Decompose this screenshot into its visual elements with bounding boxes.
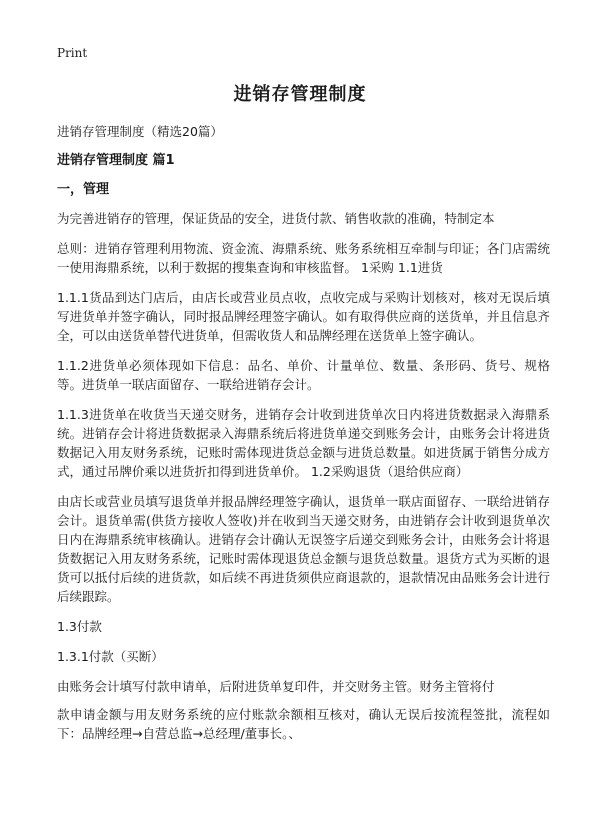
document-body — [57, 122, 550, 754]
paragraph: 由店长或营业员填写退货单并报品牌经理签字确认，退货单一联店面留存、一联给进销存会计。退货单需(供货方接收人签收)并在收到当天递交财务，由进销存会计收到退货单次日内在海鼎系统审核确认。进销存会计确认无误签字后递交到账务会计，由账务会计将退货数据记入用友财务系统，记账时需体现退货总金额与退货总数量。退货方式为买断的退货可以抵付后续的进货款，如后续不再进货须供应商退款的，退款情况由品账务会计进行后续跟踪。 — [57, 494, 550, 604]
section-heading: 一，管理 — [57, 182, 110, 197]
paragraph: 总则：进销存管理利用物流、资金流、海鼎系统、账务系统相互牵制与印证；各门店需统一使用海鼎系统，以利于数据的搜集查询和审核监督。 1采购 1.1进货 — [57, 241, 550, 275]
paragraph: 1.1.3进货单在收货当天递交财务，进销存会计收到进货单次日内将进货数据录入海鼎系统。进销存会计将进货数据录入海鼎系统后将进货单递交到账务会计，由账务会计将进货数据记入用友财务系统，记账时需体现进货总金额与进货总数量。如进货属于销售分成方式，通过吊牌价乘以进货折扣得到进货单价。 1.2采购退货（退给供应商） — [57, 407, 550, 479]
paragraph: 为完善进销存的管理，保证货品的安全，进货付款、销售收款的准确，特制定本 — [57, 211, 495, 226]
paragraph: 款申请金额与用友财务系统的应付账款余额相互核对，确认无误后按流程签批，流程如下：品牌经理→自营总监→总经理/董事长。、 — [57, 707, 550, 741]
document-subtitle: 进销存管理制度（精选20篇） — [57, 124, 223, 139]
document-title: 进销存管理制度 — [233, 84, 367, 105]
paragraph: 1.3.1付款（买断） — [57, 649, 164, 664]
article-heading: 进销存管理制度 篇1 — [57, 153, 175, 168]
print-link[interactable]: Print — [57, 46, 88, 60]
paragraph: 1.1.2进货单必须体现如下信息：品名、单价、计量单位、数量、条形码、货号、规格等。进货单一联店面留存、一联给进销存会计。 — [57, 358, 550, 392]
paragraph: 由账务会计填写付款申请单，后附进货单复印件，并交财务主管。财务主管将付 — [57, 679, 495, 694]
paragraph: 1.1.1货品到达门店后，由店长或营业员点收，点收完成与采购计划核对，核对无误后填写进货单并签字确认，同时报品牌经理签字确认。如有取得供应商的送货单，并且信息齐全，可以由送货单替代进货单，但需收货人和品牌经理在送货单上签字确认。 — [57, 290, 550, 343]
paragraph: 1.3付款 — [57, 619, 102, 634]
